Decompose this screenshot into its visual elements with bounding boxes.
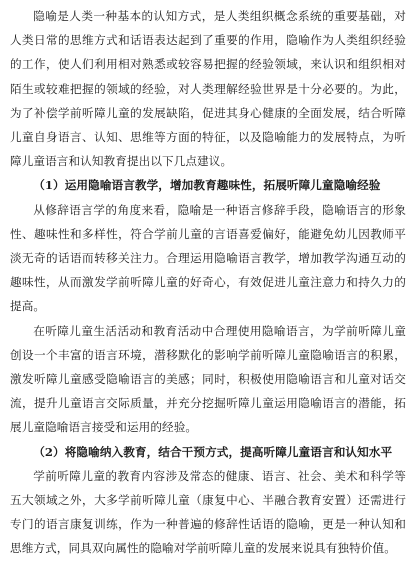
section-heading-2: （2）将隐喻纳入教育，结合干预方式，提高听障儿童语言和认知水平 <box>33 444 393 459</box>
intro-paragraph: 隐喻是人类一种基本的认知方式，是人类组织概念系统的重要基础，对人类日常的思维方式和话语表达起到了重要的作用，隐喻作为人类组织经验的工作，使人们利用相对熟悉或较容易把握的经验领域，来认识和组织相对陌生或较难把握的领域的经验，对人类理解经验世界是十分必要的。为此，为了补偿学前听障儿童的发展缺陷，促进其身心健康的全面发展，结合听障儿童自身语言、认知、思维等方面的特征，以及隐喻能力的发展特点，为听障儿童语言和认知教育提出以下几点建议。 <box>10 9 406 169</box>
section-heading-1: （1）运用隐喻语言教学，增加教育趣味性，拓展听障儿童隐喻经验 <box>33 178 381 193</box>
section-2-paragraph-1: 学前听障儿童的教育内容涉及常态的健康、语言、社会、美术和科学等五大领域之外，大多学前听障儿童（康复中心、半融合教育安置）还需进行专门的语言康复训练，作为一种普遍的修辞性话语的隐喻，更是一种认知和思维方式，同具双向属性的隐喻对学前听障儿童的发展来说具有独特价值。 <box>10 468 406 556</box>
section-1-paragraph-2: 在听障儿童生活活动和教育活动中合理使用隐喻语言，为学前听障儿童创设一个丰富的语言环境，潜移默化的影响学前听障儿童隐喻语言的积累，激发听障儿童感受隐喻语言的美感；同时，积极使用隐喻语言和儿童对话交流，提升儿童语言交际质量，并充分挖掘听障儿童运用隐喻语言的潜能，拓展儿童隐喻语言接受和运用的经验。 <box>10 323 406 435</box>
section-1-paragraph-1: 从修辞语言学的角度来看，隐喻是一种语言修辞手段，隐喻语言的形象性、趣味性和多样性，符合学前儿童的言语喜爱偏好，能避免幼儿因教师平淡无奇的话语而转移关注力。合理运用隐喻语言教学，增加教学沟通互动的趣味性，从而激发学前听障儿童的好奇心，有效促进儿童注意力和持久力的提高。 <box>10 202 406 314</box>
